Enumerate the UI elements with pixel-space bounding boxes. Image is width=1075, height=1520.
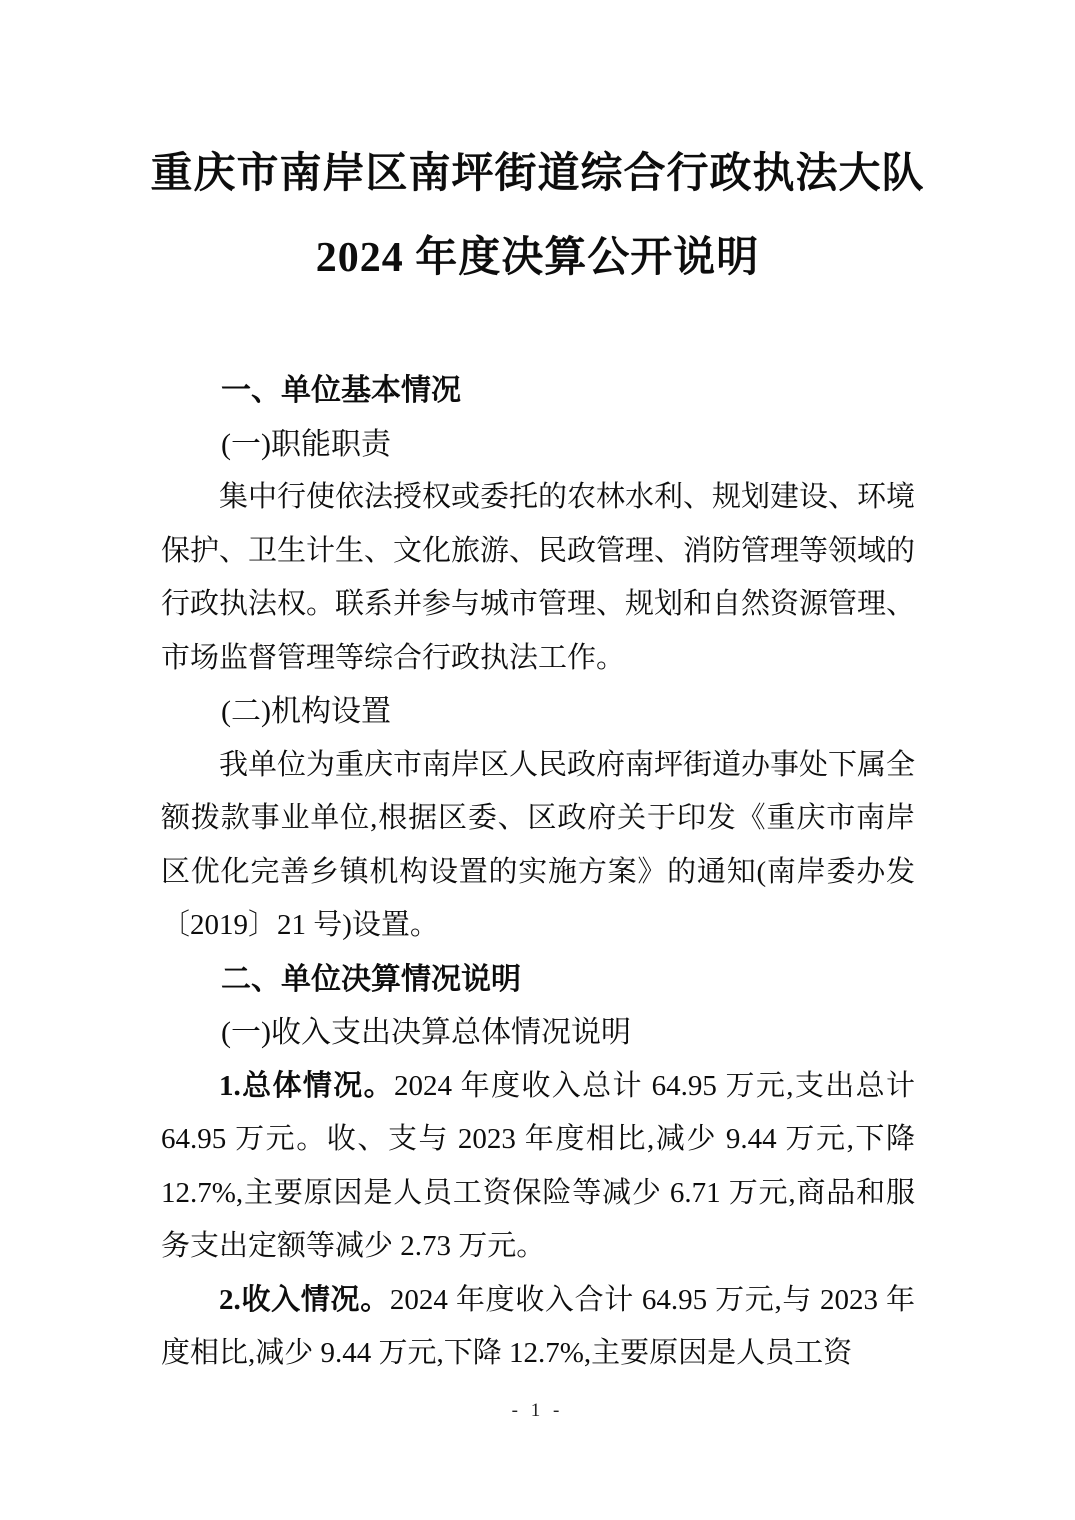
paragraph-functions: 集中行使依法授权或委托的农林水利、规划建设、环境保护、卫生计生、文化旅游、民政管理、消防管理等领域的行政执法权。联系并参与城市管理、规划和自然资源管理、市场监督管理等综合行政执法工作。: [161, 481, 916, 674]
paragraph-income-lead: 2.收入情况。: [219, 1283, 390, 1316]
page-number: - 1 -: [511, 1400, 564, 1421]
subsection-heading-functions: (一)职能职责: [221, 427, 391, 461]
section-heading-basic-info: 一、单位基本情况: [221, 374, 461, 407]
subsection-heading-organization: (二)机构设置: [221, 695, 391, 728]
paragraph-overall-text: 2024 年度收入总计 64.95 万元,支出总计 64.95 万元。收、支与 2023 年度相比,减少 9.44 万元,下降 12.7%,主要原因是人员工资保险等减少 6.71 万元,商品和服务支出定额等减少 2.73 万元。: [161, 1069, 915, 1262]
document-body: [161, 364, 915, 1381]
paragraph-income-text: 2024 年度收入合计 64.95 万元,与 2023 年度相比,减少 9.44 万元,下降 12.7%,主要原因是人员工资: [161, 1283, 915, 1369]
paragraph-income-situation: [161, 1274, 915, 1381]
subsection-heading-overview: (一)收入支出决算总体情况说明: [221, 1016, 631, 1049]
document-title-line-1: 重庆市南岸区南坪街道综合行政执法大队: [150, 151, 925, 197]
document-title-line-2: 2024 年度决算公开说明: [315, 235, 760, 281]
paragraph-overall-situation: [161, 1060, 915, 1274]
paragraph-organization: 我单位为重庆市南岸区人民政府南坪街道办事处下属全额拨款事业单位,根据区委、区政府关于印发《重庆市南岸区优化完善乡镇机构设置的实施方案》的通知(南岸委办发〔2019〕21 号)设置。: [161, 748, 916, 941]
section-heading-final-accounts: 二、单位决算情况说明: [221, 962, 521, 996]
paragraph-overall-lead: 1.总体情况。: [219, 1069, 395, 1102]
